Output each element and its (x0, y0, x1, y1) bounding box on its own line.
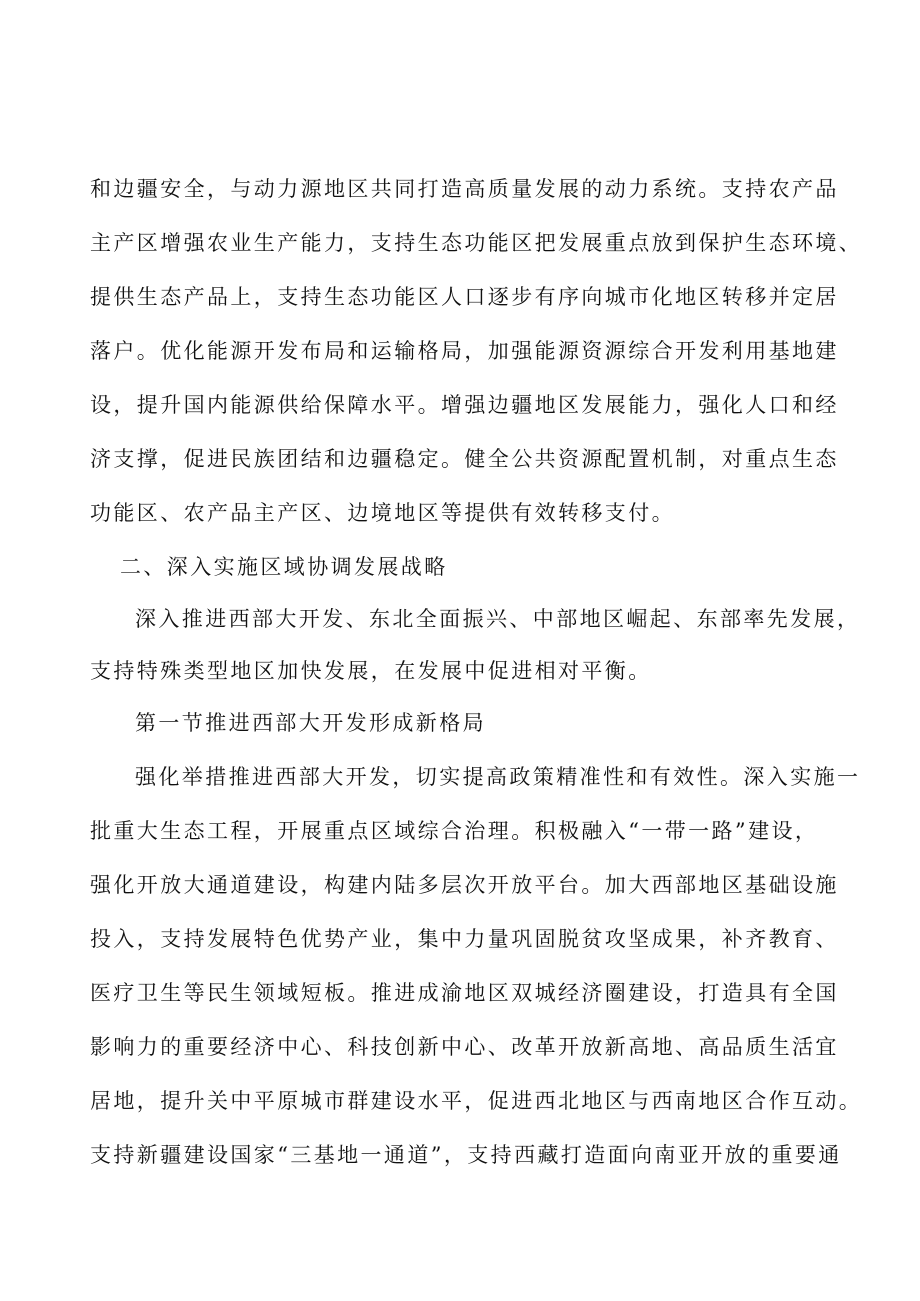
text-line: 设，提升国内能源供给保障水平。增强边疆地区发展能力，强化人口和经 (90, 393, 839, 417)
text-line: 功能区、农产品主产区、边境地区等提供有效转移支付。 (90, 501, 675, 525)
text-line: 医疗卫生等民生领域短板。推进成渝地区双城经济圈建设，打造具有全国 (90, 981, 839, 1005)
text-line: 强化举措推进西部大开发，切实提高政策精准性和有效性。深入实施一 (135, 765, 861, 789)
text-line: 提供生态产品上，支持生态功能区人口逐步有序向城市化地区转移并定居 (90, 285, 839, 309)
section-heading: 二、深入实施区域协调发展战略 (120, 555, 448, 579)
text-line: 和边疆安全，与动力源地区共同打造高质量发展的动力系统。支持农产品 (90, 177, 839, 201)
text-line: 投入，支持发展特色优势产业，集中力量巩固脱贫攻坚成果，补齐教育、 (90, 927, 839, 951)
text-line: 影响力的重要经济中心、科技创新中心、改革开放新高地、高品质生活宜 (90, 1035, 839, 1059)
text-line: 落户。优化能源开发布局和运输格局，加强能源资源综合开发利用基地建 (90, 339, 839, 363)
text-line: 批重大生态工程，开展重点区域综合治理。积极融入“一带一路”建设， (90, 819, 819, 843)
text-line: 支持新疆建设国家“三基地一通道”，支持西藏打造面向南亚开放的重要通 (90, 1143, 842, 1167)
text-line: 居地，提升关中平原城市群建设水平，促进西北地区与西南地区合作互动。 (90, 1089, 863, 1113)
text-line: 强化开放大通道建设，构建内陆多层次开放平台。加大西部地区基础设施 (90, 873, 839, 897)
text-line: 主产区增强农业生产能力，支持生态功能区把发展重点放到保护生态环境、 (90, 231, 863, 255)
text-line: 深入推进西部大开发、东北全面振兴、中部地区崛起、东部率先发展， (135, 607, 861, 631)
text-line: 支持特殊类型地区加快发展，在发展中促进相对平衡。 (90, 659, 652, 683)
text-line: 济支撑，促进民族团结和边疆稳定。健全公共资源配置机制，对重点生态 (90, 447, 839, 471)
subsection-heading: 第一节推进西部大开发形成新格局 (135, 711, 486, 735)
